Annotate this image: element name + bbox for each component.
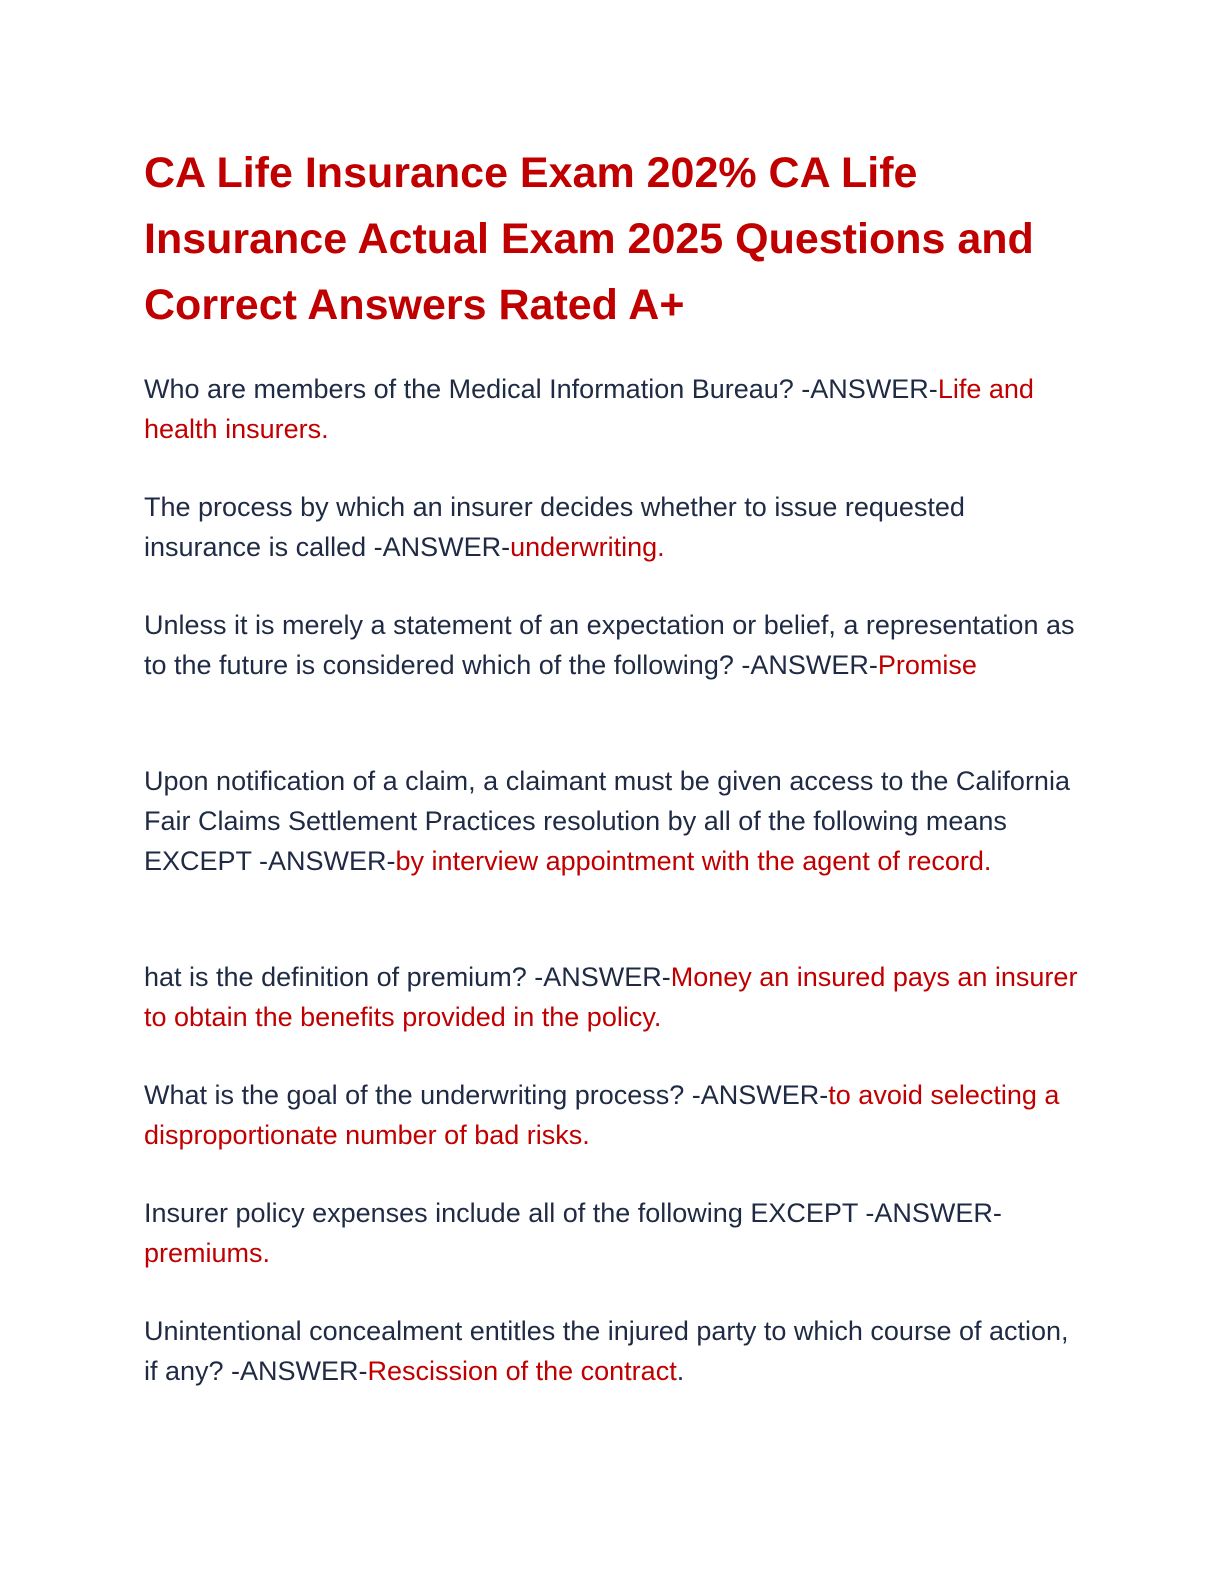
qa-item-8 [144, 1311, 1084, 1391]
answer-text: Rescission of the contract [367, 1356, 677, 1386]
qa-item-2 [144, 487, 1084, 567]
question-text: Who are members of the Medical Information Bureau? -ANSWER- [144, 374, 938, 404]
qa-item-3 [144, 605, 1084, 685]
qa-item-1 [144, 369, 1084, 449]
question-text: Upon notification of a claim, a claimant must be given access to the California Fair Claims Settlement Practices resolution by all of the following means EXCEPT -ANSWER- [144, 766, 1070, 876]
question-text: What is the goal of the underwriting process? -ANSWER- [144, 1080, 829, 1110]
answer-text: by interview appointment with the agent of record. [395, 846, 992, 876]
question-text: Unintentional concealment entitles the injured party to which course of action, if any? -ANSWER- [144, 1316, 1069, 1386]
question-text: Insurer policy expenses include all of the following EXCEPT -ANSWER- [144, 1198, 1002, 1228]
answer-text: Money an insured pays an insurer to obtain the benefits provided in the policy. [144, 962, 1078, 1032]
document-title: CA Life Insurance Exam 202% CA Life Insurance Actual Exam 2025 Questions and Correct Answers Rated A+ [144, 149, 1034, 329]
answer-text: premiums. [144, 1238, 271, 1268]
qa-item-4 [144, 761, 1084, 881]
answer-text: underwriting. [510, 532, 665, 562]
question-text: hat is the definition of premium? -ANSWER- [144, 962, 671, 992]
qa-item-7 [144, 1193, 1084, 1273]
answer-text: Life and health insurers. [144, 374, 1034, 444]
answer-tail: . [676, 1356, 685, 1386]
question-text: The process by which an insurer decides whether to issue requested insurance is called -ANSWER- [144, 492, 965, 562]
qa-item-5 [144, 957, 1084, 1037]
question-text: Unless it is merely a statement of an expectation or belief, a representation as to the future is considered which of the following? -ANSWER- [144, 610, 1075, 680]
qa-item-6 [144, 1075, 1084, 1155]
answer-text: Promise [877, 650, 977, 680]
answer-text: to avoid selecting a disproportionate number of bad risks. [144, 1080, 1060, 1150]
